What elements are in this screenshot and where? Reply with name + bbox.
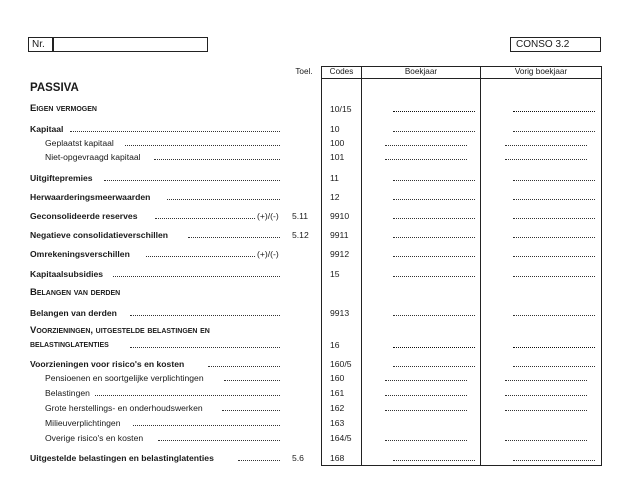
dot-leader [104,180,280,181]
table-row [0,371,633,385]
vorig-boekjaar-field[interactable] [505,159,587,160]
dot-leader [155,218,255,219]
vorig-boekjaar-field[interactable] [513,366,595,367]
row-label: Kapitaalsubsidies [30,269,104,279]
boekjaar-field[interactable] [385,145,467,146]
table-row [0,338,633,352]
row-code: 160/5 [330,359,352,369]
row-toel: 5.6 [292,453,304,463]
passiva-title-row [0,81,633,95]
vorig-boekjaar-field[interactable] [505,395,587,396]
boekjaar-field[interactable] [393,111,475,112]
row-code: 9912 [330,249,350,259]
dot-leader [113,276,280,277]
row-code: 163 [330,418,345,428]
row-label: Belastingen [45,388,90,398]
vorig-boekjaar-field[interactable] [505,380,587,381]
dot-leader [70,131,280,132]
boekjaar-field[interactable] [393,460,475,461]
nr-label: Nr. [32,39,45,50]
table-row [0,431,633,445]
table-row [0,451,633,465]
row-label: Uitgestelde belastingen en belastinglatenties [30,453,214,463]
col-toel: Toel. [295,67,313,76]
table-row [0,122,633,136]
dot-leader [224,380,280,381]
vorig-boekjaar-field[interactable] [505,410,587,411]
table-row [0,416,633,430]
row-label: Eigen vermogen [30,103,97,114]
col-vorig-boekjaar: Vorig boekjaar [514,67,568,76]
row-label: Herwaarderingsmeerwaarden [30,192,151,202]
boekjaar-field[interactable] [385,395,467,396]
form-code: CONSO 3.2 [516,39,570,50]
row-code: 160 [330,373,345,383]
row-label: belastinglatenties [30,339,109,350]
row-code: 12 [330,192,340,202]
dot-leader [222,410,280,411]
sign-indicator: (+)/(-) [257,249,279,259]
boekjaar-field[interactable] [385,159,467,160]
boekjaar-field[interactable] [385,380,467,381]
section-heading-row [0,324,633,338]
row-code: 9911 [330,230,349,240]
vorig-boekjaar-field[interactable] [513,237,595,238]
table-row [0,228,633,242]
vorig-boekjaar-field[interactable] [513,180,595,181]
table-row [0,267,633,281]
vorig-boekjaar-field[interactable] [513,131,595,132]
vorig-boekjaar-field[interactable] [513,199,595,200]
row-code: 161 [330,388,345,398]
row-label: Belangen van derden [30,308,117,318]
section-heading: Belangen van derden [30,287,121,298]
row-code: 101 [330,152,345,162]
table-row [0,209,633,223]
dot-leader [188,237,280,238]
boekjaar-field[interactable] [393,347,475,348]
dot-leader [130,347,280,348]
boekjaar-field[interactable] [393,218,475,219]
row-label: Kapitaal [30,124,64,134]
row-label: Negatieve consolidatieverschillen [30,230,169,240]
table-row [0,401,633,415]
dot-leader [125,145,280,146]
row-label: Voorzieningen voor risico's en kosten [30,359,185,369]
vorig-boekjaar-field[interactable] [513,218,595,219]
row-code: 10/15 [330,104,352,114]
table-row [0,247,633,261]
vorig-boekjaar-field[interactable] [513,460,595,461]
table-row [0,136,633,150]
boekjaar-field[interactable] [393,180,475,181]
row-code: 9913 [330,308,350,318]
table-row [0,102,633,116]
row-code: 100 [330,138,345,148]
boekjaar-field[interactable] [393,131,475,132]
dot-leader [238,460,280,461]
row-code: 16 [330,340,340,350]
vorig-boekjaar-field[interactable] [513,256,595,257]
boekjaar-field[interactable] [385,440,467,441]
table-row [0,386,633,400]
boekjaar-field[interactable] [393,366,475,367]
dot-leader [130,315,280,316]
table-row [0,306,633,320]
row-label: Geplaatst kapitaal [45,138,114,148]
row-label: Milieuverplichtingen [45,418,121,428]
row-code: 162 [330,403,345,413]
row-label: Geconsolideerde reserves [30,211,138,221]
boekjaar-field[interactable] [393,256,475,257]
table-row [0,190,633,204]
vorig-boekjaar-field[interactable] [513,276,595,277]
dot-leader [167,199,280,200]
table-row [0,171,633,185]
row-label: Pensioenen en soortgelijke verplichtingen [45,373,204,383]
row-label: Grote herstellings- en onderhoudswerken [45,403,203,413]
vorig-boekjaar-field[interactable] [505,145,587,146]
boekjaar-field[interactable] [385,410,467,411]
row-toel: 5.12 [292,230,309,240]
dot-leader [158,440,280,441]
vorig-boekjaar-field[interactable] [505,440,587,441]
row-toel: 5.11 [292,211,309,221]
dot-leader [133,425,280,426]
section-heading: Voorzieningen, uitgestelde belastingen en [30,325,210,336]
row-label: Overige risico's en kosten [45,433,144,443]
row-label: Uitgiftepremies [30,173,93,183]
vorig-boekjaar-field[interactable] [513,111,595,112]
col-boekjaar: Boekjaar [404,67,438,76]
row-code: 168 [330,453,345,463]
row-code: 9910 [330,211,350,221]
table-row [0,150,633,164]
nr-field[interactable] [53,37,208,52]
boekjaar-field[interactable] [393,237,475,238]
vorig-boekjaar-field[interactable] [513,315,595,316]
boekjaar-field[interactable] [393,199,475,200]
row-label: Omrekeningsverschillen [30,249,130,259]
section-heading-row [0,286,633,300]
boekjaar-field[interactable] [393,276,475,277]
boekjaar-field[interactable] [393,315,475,316]
page-title: PASSIVA [30,82,79,94]
sign-indicator: (+)/(-) [257,211,279,221]
row-code: 11 [330,173,339,183]
dot-leader [95,395,280,396]
row-code: 10 [330,124,340,134]
row-code: 15 [330,269,340,279]
vorig-boekjaar-field[interactable] [513,347,595,348]
dot-leader [208,366,280,367]
dot-leader [146,256,255,257]
row-label: Niet-opgevraagd kapitaal [45,152,141,162]
col-codes: Codes [329,67,354,76]
table-row [0,357,633,371]
row-code: 164/5 [330,433,352,443]
dot-leader [154,159,280,160]
